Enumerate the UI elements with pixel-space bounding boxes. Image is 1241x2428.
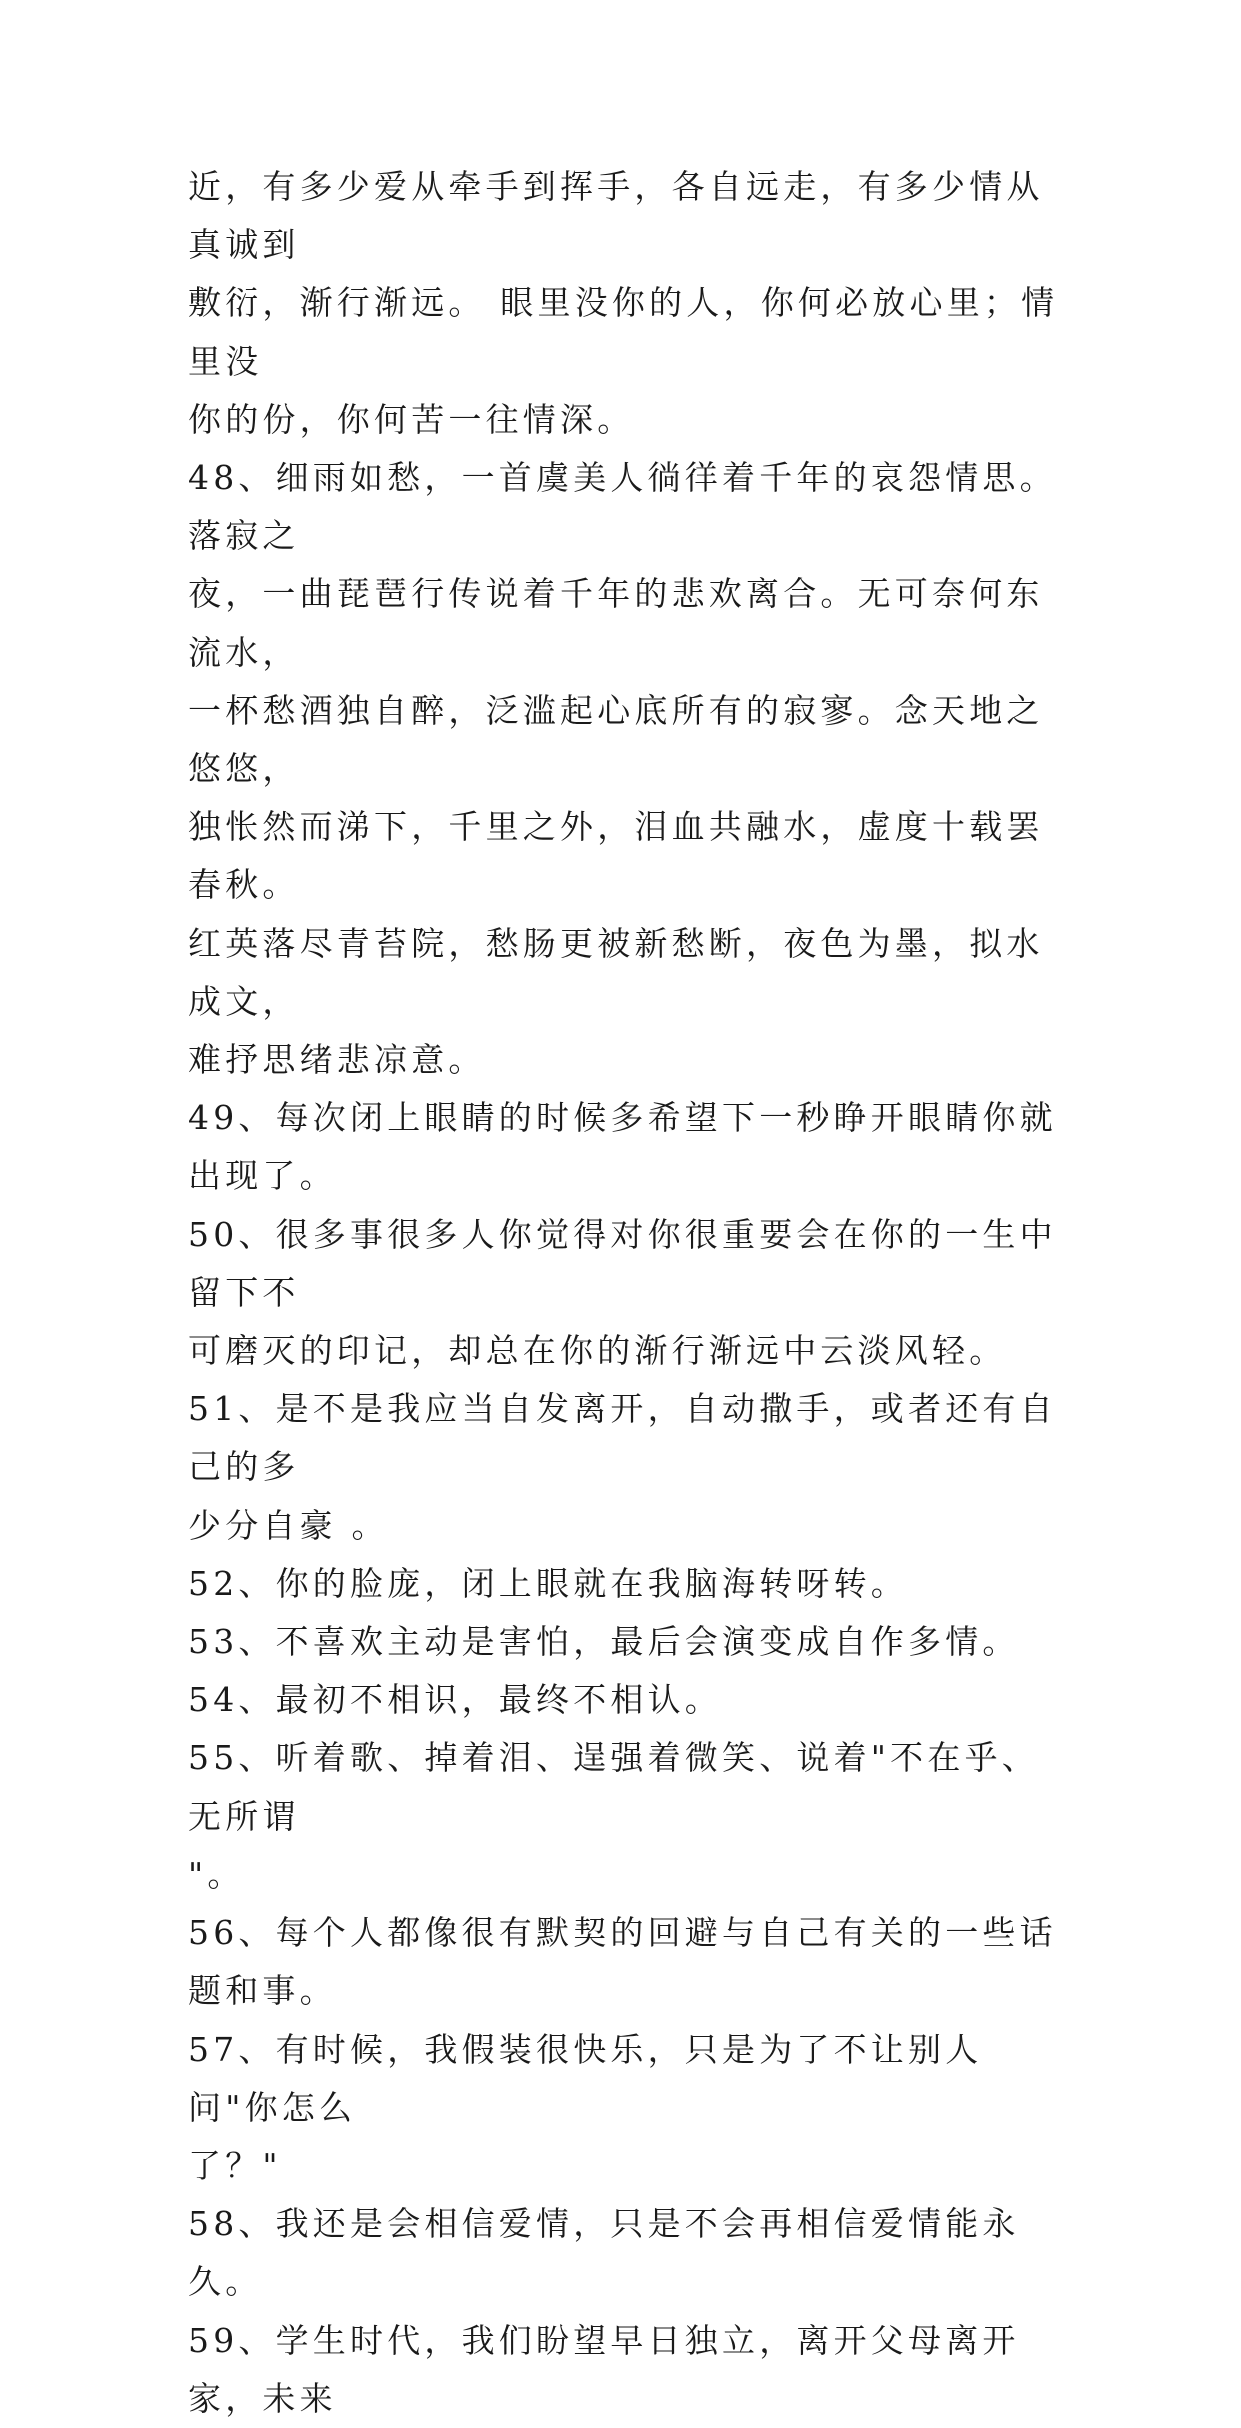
text-line: 一杯愁酒独自醉，泛滥起心底所有的寂寥。念天地之悠悠， (188, 690, 1044, 789)
text-line: 红英落尽青苔院，愁肠更被新愁断，夜色为墨，拟水成文， (188, 923, 1044, 1021)
item-59-line: 59、学生时代，我们盼望早日独立，离开父母离开家，未来 (188, 2320, 1020, 2418)
text-line: 可磨灭的印记，却总在你的渐行渐远中云淡风轻。 (188, 1331, 1007, 1371)
item-58-line: 58、我还是会相信爱情，只是不会再相信爱情能永久。 (188, 2204, 1020, 2302)
text-line: 夜，一曲琵琶行传说着千年的悲欢离合。无可奈何东流水， (188, 574, 1044, 672)
item-53-line: 53、不喜欢主动是害怕，最后会演变成自作多情。 (188, 1622, 1020, 1662)
item-57-line: 57、有时候，我假装很快乐，只是为了不让别人问"你怎么 (188, 2029, 983, 2127)
item-49-line: 49、每次闭上眼睛的时候多希望下一秒睁开眼睛你就出现了。 (188, 1098, 1057, 1196)
item-55-line: 55、听着歌、掉着泪、逞强着微笑、说着"不在乎、无所谓 (188, 1738, 1039, 1836)
item-48-line: 48、细雨如愁，一首虞美人徜徉着千年的哀怨情思。落寂之 (188, 458, 1057, 556)
text-line: 近，有多少爱从牵手到挥手，各自远走，有多少情从真诚到 (188, 167, 1044, 265)
text-line: 独怅然而涕下，千里之外，泪血共融水，虚度十载罢春秋。 (188, 807, 1044, 905)
item-51-line: 51、是不是我应当自发离开，自动撒手，或者还有自己的多 (188, 1389, 1057, 1487)
text-line: 了？" (188, 2145, 282, 2185)
text-line: 难抒思绪悲凉意。 (188, 1040, 486, 1080)
document-body (188, 158, 1068, 2428)
text-line: 你的份，你何苦一往情深。 (188, 399, 635, 439)
text-line: 敷衍，渐行渐远。 眼里没你的人，你何必放心里；情里没 (188, 283, 1059, 381)
item-56-line: 56、每个人都像很有默契的回避与自己有关的一些话题和事。 (188, 1913, 1057, 2011)
item-52-line: 52、你的脸庞，闭上眼就在我脑海转呀转。 (188, 1563, 908, 1603)
text-line: "。 (188, 1854, 245, 1894)
item-54-line: 54、最初不相识，最终不相认。 (188, 1680, 722, 1720)
item-50-line: 50、很多事很多人你觉得对你很重要会在你的一生中留下不 (188, 1214, 1057, 1312)
text-line: 少分自豪 。 (188, 1505, 389, 1545)
